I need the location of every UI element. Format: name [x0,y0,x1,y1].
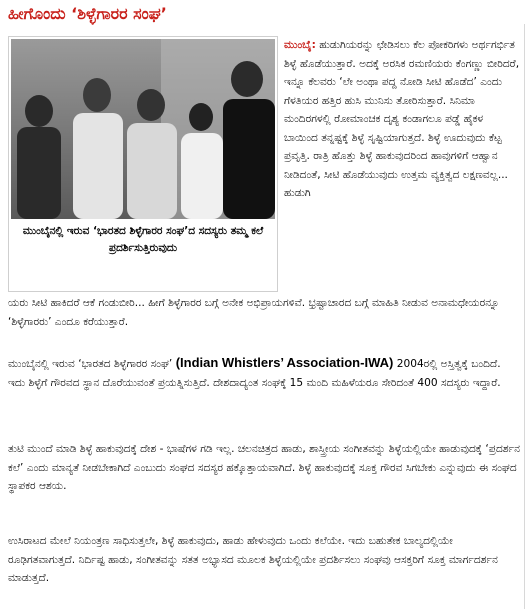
dateline: ಮುಂಬೈ: [284,39,316,51]
right-border-rule [524,24,525,609]
paragraph-4: ಉಸಿರಾಟದ ಮೇಲೆ ನಿಯಂತ್ರಣ ಸಾಧಿಸುತ್ತಲೇ, ಶಿಳ್ಳೆ ಹಾಕುವುದು, ಹಾಡು ಹೇಳುವುದು ಒಂದು ಕಲೆಯೇ. ಇದು ಬಹುತೇಕ ಬಾಲ್ಯದಲ್ಲಿಯೇ ರೂಢಿಗತವಾಗುತ್ತದೆ. ನಿರ್ದಿಷ್ಟ ಹಾಡು, ಸಂಗೀತವನ್ನು ಸತತ ಅಭ್ಯಾಸದ ಮೂಲಕ ಶಿಳ್ಳೆಯಲ್ಲಿಯೇ ಪ್ರದರ್ಶಿಸಲು ಸಂಘವು ಆಸಕ್ತರಿಗೆ ಸೂಕ್ತ ಮಾರ್ಗದರ್ಶನ ಮಾಡುತ್ತದೆ. [8,535,498,584]
paragraph-2-intro: ಮುಂಬೈನಲ್ಲಿ ಇರುವ ‘ಭಾರತದ ಶಿಳ್ಳೆಗಾರರ ಸಂಘ’ [8,358,173,370]
paragraph-3: ತುಟಿ ಮುಂದೆ ಮಾಡಿ ಶಿಳ್ಳೆ ಹಾಕುವುದಕ್ಕೆ ದೇಶ - ಭಾಷೆಗಳ ಗಡಿ ಇಲ್ಲ. ಚಲನಚಿತ್ರದ ಹಾಡು, ಶಾಸ್ತ್ರೀಯ ಸಂಗೀತವನ್ನು ಶಿಳ್ಳೆಯಲ್ಲಿಯೇ ಹಾಡುವುದಕ್ಕೆ ‘ಪ್ರದರ್ಶನ ಕಲೆ’ ಎಂದು ಮಾನ್ಯತೆ ನೀಡಬೇಕಾಗಿದೆ ಎಂಬುದು ಸಂಘದ ಸದಸ್ಯರ ಹಕ್ಕೊತ್ತಾಯವಾಗಿದೆ. ಶಿಳ್ಳೆ ಹಾಕುವುದಕ್ಕೆ ಸೂಕ್ತ ಗೌರವ ಸಿಗಬೇಕು ಎನ್ನುವುದು ಈ ಸಂಘದ ಸ್ಥಾಪಕರ ಆಶಯ. [8,443,521,492]
photo-box [8,36,278,292]
paragraph-2-text: 2004ರಲ್ಲಿ ಅಸ್ತಿತ್ವಕ್ಕೆ ಬಂದಿದೆ. ಇದು ಶಿಳ್ಳೆಗೆ ಗೌರವದ ಸ್ಥಾನ ದೊರೆಯುವಂತೆ ಪ್ರಯತ್ನಿಸುತ್ತಿದೆ. ದೇಶದಾದ್ಯಂತ ಸಂಘಕ್ಕೆ 15 ಮಂದಿ ಮಹಿಳೆಯರೂ ಸೇರಿದಂತೆ 400 ಸದಸ್ಯರು ಇದ್ದಾರೆ. [8,358,501,389]
paragraph-1-right [284,36,520,203]
article-photo [11,39,275,219]
group-photo-illustration [11,39,275,219]
paragraph-2 [8,354,520,392]
photo-caption: ಮುಂಬೈನಲ್ಲಿ ಇರುವ ‘ಭಾರತದ ಶಿಳ್ಳೆಗಾರರ ಸಂಘ’ದ ಸದಸ್ಯರು ತಮ್ಮ ಕಲೆ ಪ್ರದರ್ಶಿಸುತ್ತಿರುವುದು [22,225,264,254]
paragraph-1-continued: ಯರು ಸೀಟಿ ಹಾಕಿದರೆ ಆಕೆ ಗಂಡುಬೀರಿ... ಹೀಗೆ ಶಿಳ್ಳೆಗಾರರ ಬಗ್ಗೆ ಅನೇಕ ಅಭಿಪ್ರಾಯಗಳಿವೆ. ಭ್ರಷ್ಟಾಚಾರದ ಬಗ್ಗೆ ಮಾಹಿತಿ ನೀಡುವ ಅನಾಮಧೇಯರನ್ನೂ ‘ಶಿಳ್ಳೆಗಾರರು’ ಎಂದೂ ಕರೆಯುತ್ತಾರೆ. [8,297,500,328]
association-english-name: (Indian Whistlers’ Association-IWA) [175,355,394,370]
article-headline: ಹೀಗೊಂದು ‘ಶಿಳ್ಳೆಗಾರರ ಸಂಘ’ [8,4,167,23]
paragraph-1-text: ಹುಡುಗಿಯರನ್ನು ಛೇಡಿಸಲು ಕೆಲ ಪೋಕರಿಗಳು ಅರ್ಥಗರ್ಭಿತ ಶಿಳ್ಳೆ ಹೊಡೆಯುತ್ತಾರೆ. ಅದಕ್ಕೆ ಅರಸಿಕ ರಮಣಿಯರು ಕೆಂಗಣ್ಣು ಬೀರಿದರೆ, ಇನ್ನೂ ಕೆಲವರು ‘ಲೇ ಅಂಥಾ ಪದ್ದ ನೋಡಿ ಸೀಟಿ ಹೊಡೆದ’ ಎಂದು ಗೆಳತಿಯರ ಹತ್ತಿರ ಹುಸಿ ಮುನಿಸು ತೋರಿಸುತ್ತಾರೆ. ಸಿನಿಮಾ ಮಂದಿರಗಳಲ್ಲಿ ರೋಮಾಂಚಕ ದೃಶ್ಯ ಕಂಡಾಗಲೂ ಪಡ್ಡೆ ಹೈಕಳ ಬಾಯಿಂದ ತನ್ನಷ್ಟಕ್ಕೆ ಶಿಳ್ಳೆ ಸೃಷ್ಟಿಯಾಗುತ್ತದೆ. ಶಿಳ್ಳೆ ಊದುವುದು ಕೆಟ್ಟ ಪ್ರವೃತ್ತಿ. ರಾತ್ರಿ ಹೊತ್ತು ಶಿಳ್ಳೆ ಹಾಕುವುದರಿಂದ ಹಾವುಗಳಿಗೆ ಆಹ್ವಾನ ನೀಡಿದಂತೆ, ಸೀಟಿ ಹೊಡೆಯುವುದು ಉತ್ತಮ ವ್ಯಕ್ತಿತ್ವದ ಲಕ್ಷಣವಲ್ಲ... ಹುಡುಗಿ [284,39,520,199]
